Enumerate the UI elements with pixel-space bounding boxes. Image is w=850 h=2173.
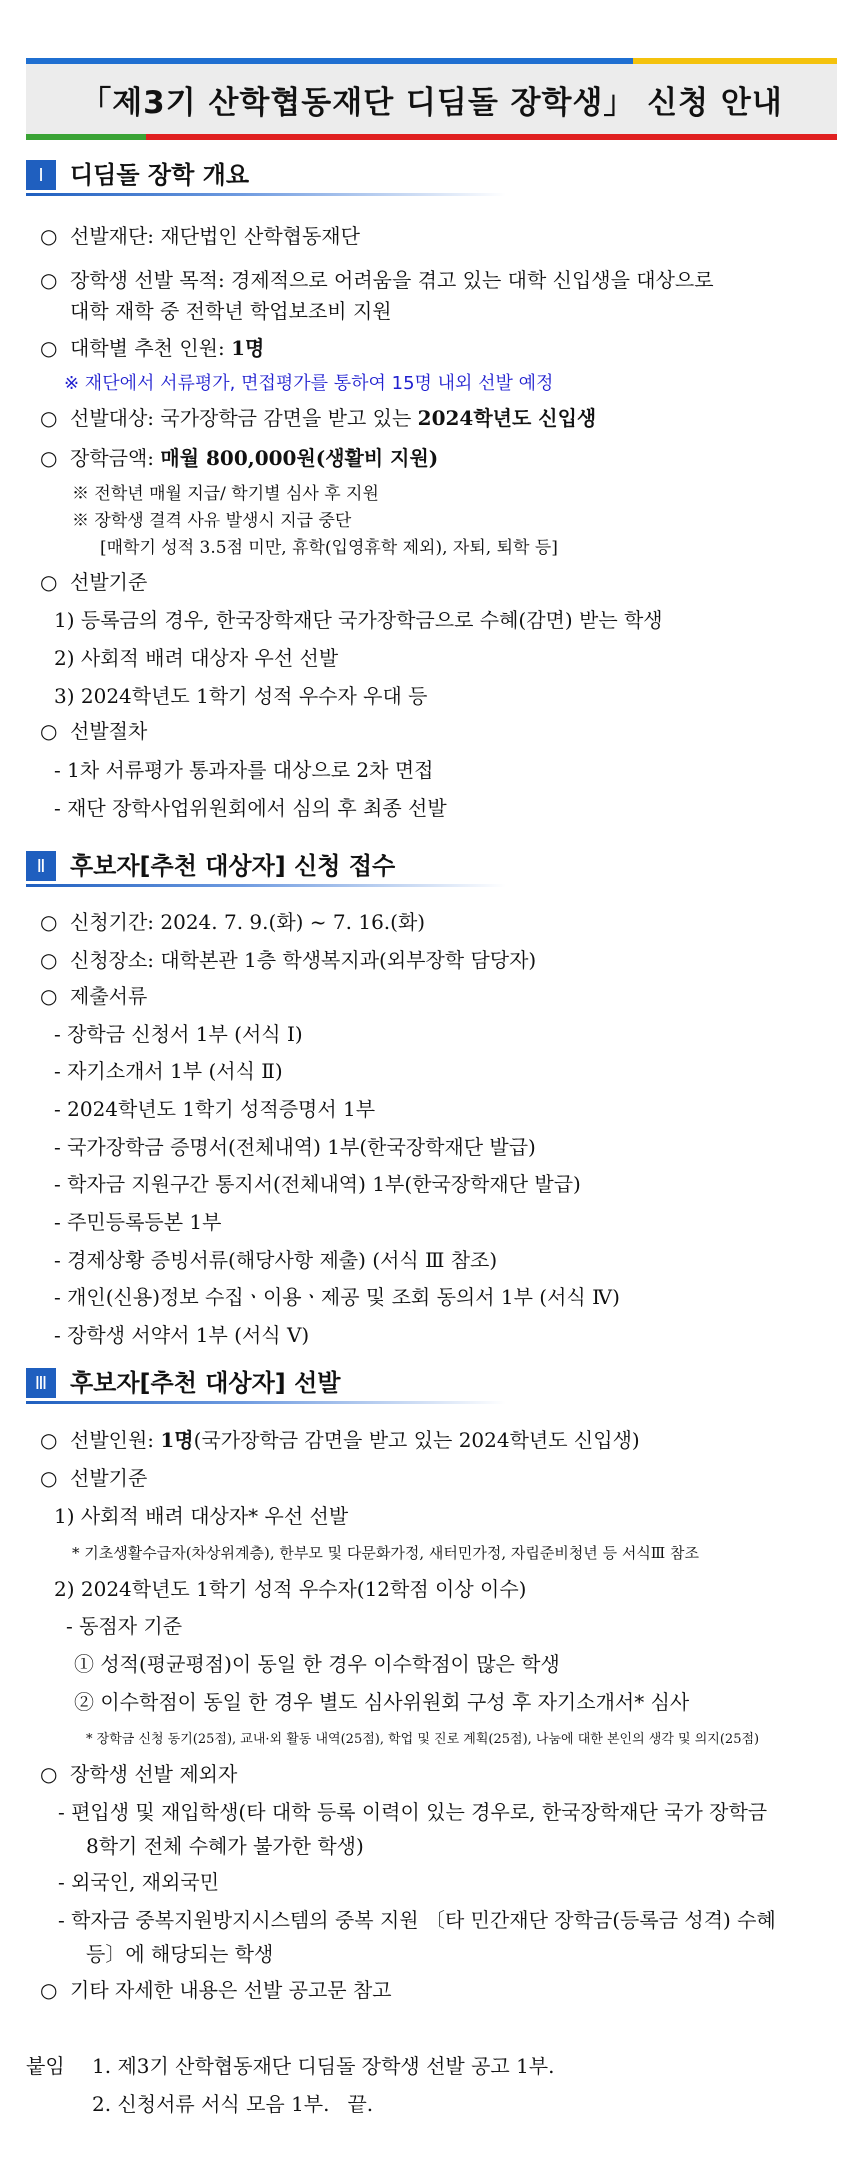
criteria-item-2: 2) 사회적 배려 대상자 우선 선발 [54,646,339,670]
doc-item: - 개인(신용)정보 수집ㆍ이용ㆍ제공 및 조회 동의서 1부 (서식 Ⅳ) [54,1285,620,1309]
exclusion-item-3-cont: 등〕에 해당되는 학생 [86,1942,274,1966]
criteria-item-3: 3) 2024학년도 1학기 성적 우수자 우대 등 [54,684,428,708]
section-2-underline [26,884,506,887]
amount-note-3: [매학기 성적 3.5점 미만, 휴학(입영휴학 제외), 자퇴, 퇴학 등] [100,538,558,558]
exclusion-item-1-cont: 8학기 전체 수혜가 불가한 학생) [86,1834,364,1858]
section-3-underline [26,1401,506,1404]
criteria-head: ○ 선발기준 [40,570,148,594]
amount-note-2: ※ 장학생 결격 사유 발생시 지급 중단 [72,511,352,531]
section-1-header [26,160,506,194]
section-2-title: 후보자[추천 대상자] 신청 접수 [70,852,396,880]
section-3-number: Ⅲ [26,1368,56,1398]
target-line: ○ 선발대상: 국가장학금 감면을 받고 있는 2024학년도 신입생 [40,406,597,430]
attach-item-1: 1. 제3기 산학협동재단 디딤돌 장학생 선발 공고 1부. [92,2054,555,2078]
s3-criteria-1: 1) 사회적 배려 대상자* 우선 선발 [54,1504,349,1528]
exclusion-head: ○ 장학생 선발 제외자 [40,1762,238,1786]
section-3-title: 후보자[추천 대상자] 선발 [70,1369,341,1397]
attach-label: 붙임 [26,2054,65,2078]
period-line: ○ 신청기간: 2024. 7. 9.(화) ~ 7. 16.(화) [40,910,426,934]
quota-line: ○ 대학별 추천 인원: 1명 [40,336,265,360]
doc-item: - 국가장학금 증명서(전체내역) 1부(한국장학재단 발급) [54,1135,536,1159]
title-banner [26,58,837,140]
doc-item: - 자기소개서 1부 (서식 Ⅱ) [54,1059,283,1083]
docs-head: ○ 제출서류 [40,984,148,1008]
amount-line: ○ 장학금액: 매월 800,000원(생활비 지원) [40,446,439,470]
title-bottom-bar [26,134,837,140]
doc-item: - 장학금 신청서 1부 (서식 Ⅰ) [54,1022,303,1046]
place-line: ○ 신청장소: 대학본관 1층 학생복지과(외부장학 담당자) [40,948,537,972]
amount-note-1: ※ 전학년 매월 지급/ 학기별 심사 후 지원 [72,484,379,504]
tie-head: - 동점자 기준 [66,1614,183,1638]
page-title: 「제3기 산학협동재단 디딤돌 장학생」 신청 안내 [80,84,783,121]
doc-item: - 2024학년도 1학기 성적증명서 1부 [54,1097,376,1121]
s3-criteria-2: 2) 2024학년도 1학기 성적 우수자(12학점 이상 이수) [54,1577,527,1601]
tie-rule-2: ② 이수학점이 동일 한 경우 별도 심사위원회 구성 후 자기소개서* 심사 [74,1690,690,1714]
tie-rule-1: ① 성적(평균평점)이 동일 한 경우 이수학점이 많은 학생 [74,1652,560,1676]
end-mark: 끝. [347,2092,374,2116]
section-1-underline [26,193,506,196]
section-1-number: Ⅰ [26,160,56,190]
criteria-item-1: 1) 등록금의 경우, 한국장학재단 국가장학금으로 수혜(감면) 받는 학생 [54,608,663,632]
doc-item: - 학자금 지원구간 통지서(전체내역) 1부(한국장학재단 발급) [54,1172,581,1196]
attach-item-2: 2. 신청서류 서식 모음 1부. 끝. [92,2092,374,2116]
etc-line: ○ 기타 자세한 내용은 선발 공고문 참고 [40,1978,392,2002]
purpose-line-2: 대학 재학 중 전학년 학업보조비 지원 [70,299,392,323]
s3-quota-line: ○ 선발인원: 1명(국가장학금 감면을 받고 있는 2024학년도 신입생) [40,1428,640,1452]
doc-item: - 주민등록등본 1부 [54,1210,222,1234]
doc-item: - 장학생 서약서 1부 (서식 Ⅴ) [54,1323,310,1347]
procedure-item-2: - 재단 장학사업위원회에서 심의 후 최종 선발 [54,796,447,820]
exclusion-item-3: - 학자금 중복지원방지시스템의 중복 지원 〔타 민간재단 장학금(등록금 성격) 수혜 [58,1908,776,1932]
doc-item: - 경제상황 증빙서류(해당사항 제출) (서식 Ⅲ 참조) [54,1248,498,1272]
procedure-head: ○ 선발절차 [40,719,148,743]
tie-note: * 장학금 신청 동기(25점), 교내·외 활동 내역(25점), 학업 및 진로 계획(25점), 나눔에 대한 본인의 생각 및 의지(25점) [86,1732,760,1747]
section-2-header [26,851,506,885]
exclusion-item-1: - 편입생 및 재입학생(타 대학 등록 이력이 있는 경우로, 한국장학재단 국가 장학금 [58,1800,768,1824]
section-2-number: Ⅱ [26,851,56,881]
foundation-line: ○ 선발재단: 재단법인 산학협동재단 [40,224,360,248]
exclusion-item-2: - 외국인, 재외국민 [58,1870,220,1894]
procedure-item-1: - 1차 서류평가 통과자를 대상으로 2차 면접 [54,758,434,782]
purpose-line: ○ 장학생 선발 목적: 경제적으로 어려움을 겪고 있는 대학 신입생을 대상으로 [40,268,714,292]
title-box [26,64,837,134]
s3-criteria-head: ○ 선발기준 [40,1466,148,1490]
section-3-header [26,1368,506,1402]
section-1-title: 디딤돌 장학 개요 [70,161,249,189]
s3-criteria-1-note: * 기초생활수급자(차상위계층), 한부모 및 다문화가정, 새터민가정, 자립준비청년 등 서식Ⅲ 참조 [72,1544,700,1562]
quota-note: ※ 재단에서 서류평가, 면접평가를 통하여 15명 내외 선발 예정 [64,373,554,394]
